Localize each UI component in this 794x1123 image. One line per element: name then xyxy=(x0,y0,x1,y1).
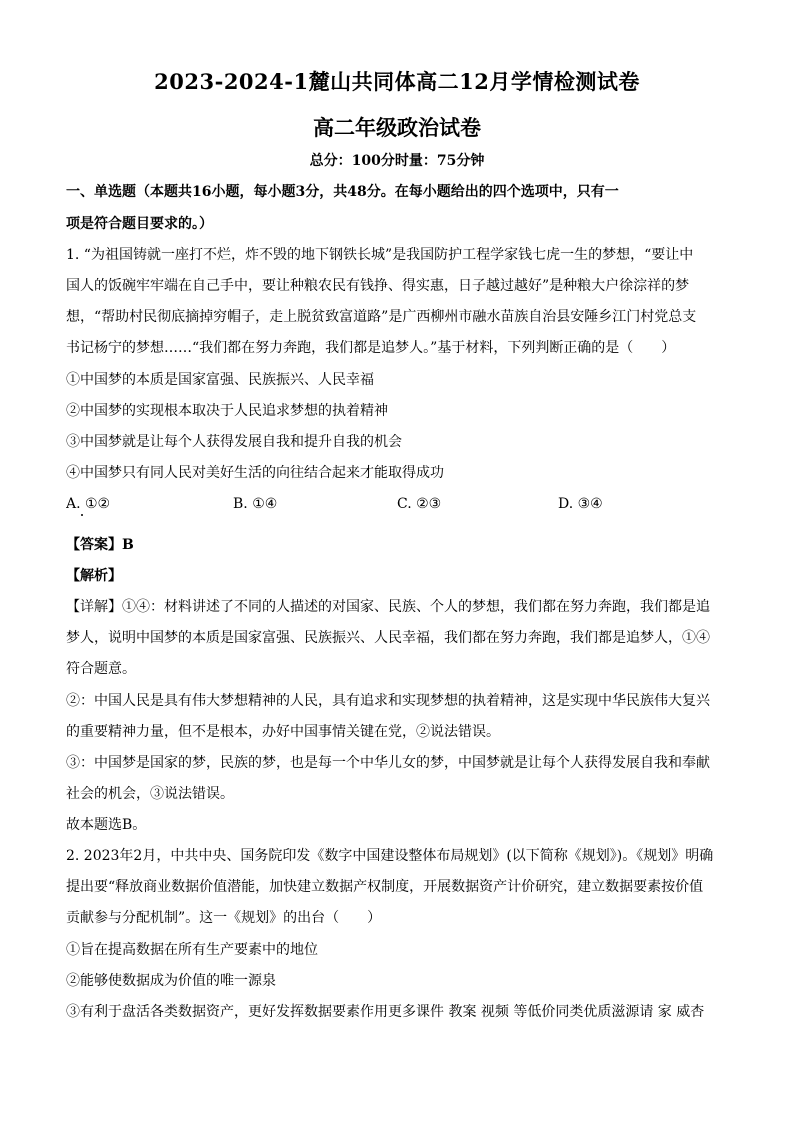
exam-subtitle: 高二年级政治试卷 xyxy=(313,115,481,140)
q1-statement: ③中国梦就是让每个人获得发展自我和提升自我的机会 xyxy=(66,434,402,450)
q2-statement: ②能够使数据成为价值的唯一源泉 xyxy=(66,973,276,989)
stray-dot xyxy=(81,514,83,516)
q2-stem-line: 贡献参与分配机制”。这一《规划》的出台（ ） xyxy=(66,910,382,926)
q1-explanation-line: 故本题选B。 xyxy=(66,817,147,833)
section-heading: 一、单选题（本题共16小题，每小题3分，共48分。在每小题给出的四个选项中，只有一 xyxy=(66,184,619,200)
exam-meta: 总分：100分时量：75分钟 xyxy=(309,153,485,169)
q1-answer: 【答案】B xyxy=(66,537,134,553)
q1-explanation-line: 的重要精神力量，但不是根本，办好中国事情关键在党，②说法错误。 xyxy=(66,724,500,740)
q2-statement: ③有利于盘活各类数据资产，更好发挥数据要素作用更多课件 教案 视频 等低价同类优质滋源请 家 威杏 xyxy=(66,1004,705,1020)
section-heading-cont: 项是符合题目要求的。） xyxy=(66,216,213,232)
q1-option-b: B. ①④ xyxy=(233,496,278,512)
q1-analysis-label: 【解析】 xyxy=(66,568,122,584)
q1-option-d: D. ③④ xyxy=(558,496,603,512)
q1-explanation-line: 符合题意。 xyxy=(66,661,136,677)
q1-statement: ②中国梦的实现根本取决于人民追求梦想的执着精神 xyxy=(66,403,388,419)
q2-stem-line: 2. 2023年2月，中共中央、国务院印发《数字中国建设整体布局规划》(以下简称《规划》)。《规划》明确 xyxy=(66,848,714,864)
q1-options xyxy=(66,494,728,514)
q1-option-c: C. ②③ xyxy=(397,496,442,512)
q1-explanation-line: 梦人，说明中国梦的本质是国家富强、民族振兴、人民幸福，我们都在努力奔跑，我们都是追梦人，①④ xyxy=(66,630,710,646)
exam-title: 2023-2024-1麓山共同体高二12月学情检测试卷 xyxy=(154,69,640,94)
q1-explanation-line: 社会的机会，③说法错误。 xyxy=(66,786,234,802)
q1-statement: ①中国梦的本质是国家富强、民族振兴、人民幸福 xyxy=(66,372,374,388)
q1-statement: ④中国梦只有同人民对美好生活的向往结合起来才能取得成功 xyxy=(66,465,444,481)
q1-explanation-line: 【详解】①④：材料讲述了不同的人描述的对国家、民族、个人的梦想，我们都在努力奔跑，我们都是追 xyxy=(66,599,710,615)
q1-option-a: A. ①② xyxy=(66,496,111,512)
q1-stem-line: 1. “为祖国铸就一座打不烂，炸不毁的地下钢铁长城”是我国防护工程学家钱七虎一生的梦想，“要让中 xyxy=(66,247,694,263)
q1-stem-line: 想，“帮助村民彻底摘掉穷帽子，走上脱贫致富道路”是广西柳州市融水苗族自治县安陲乡江门村党总支 xyxy=(66,309,697,325)
q1-stem-line: 书记杨宁的梦想……“我们都在努力奔跑，我们都是追梦人。”基于材料，下列判断正确的是（ ） xyxy=(66,340,676,356)
q2-statement: ①旨在提高数据在所有生产要素中的地位 xyxy=(66,942,318,958)
q1-explanation-line: ③：中国梦是国家的梦，民族的梦，也是每一个中华儿女的梦，中国梦就是让每个人获得发展自我和奉献 xyxy=(66,755,710,771)
q1-explanation-line: ②：中国人民是具有伟大梦想精神的人民，具有追求和实现梦想的执着精神，这是实现中华民族伟大复兴 xyxy=(66,693,710,709)
q2-stem-line: 提出要“释放商业数据价值潜能，加快建立数据产权制度，开展数据资产计价研究，建立数据要素按价值 xyxy=(66,879,704,895)
q1-stem-line: 国人的饭碗牢牢端在自己手中，要让种粮农民有钱挣、得实惠，日子越过越好”是种粮大户徐淙祥的梦 xyxy=(66,278,690,294)
